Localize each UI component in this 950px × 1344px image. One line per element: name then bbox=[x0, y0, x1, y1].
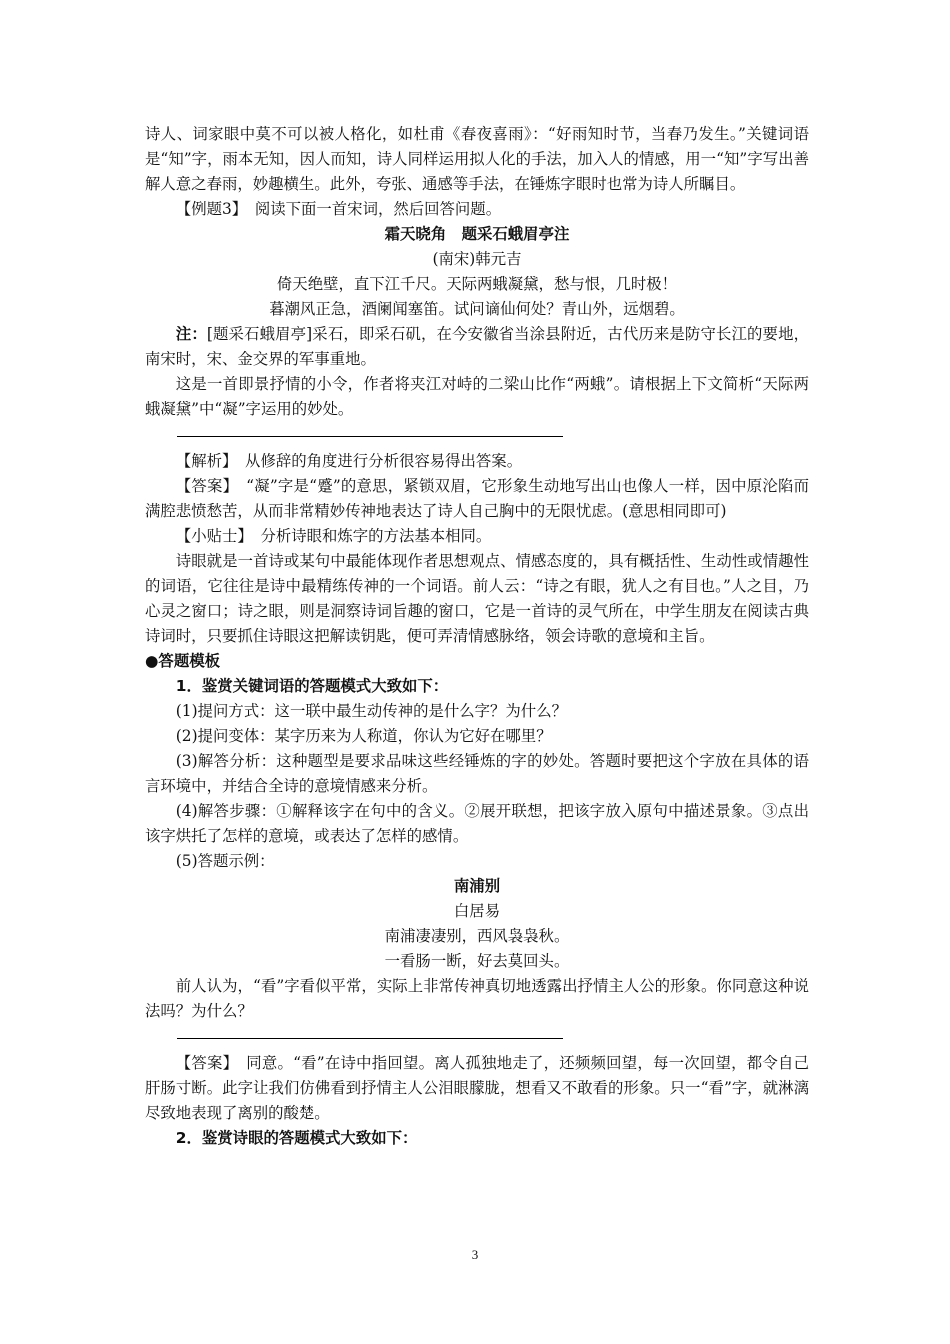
poem2-line-2: 一看肠一断，好去莫回头。 bbox=[384, 952, 570, 970]
poem1-title: 霜天晓角 题采石蛾眉亭注 bbox=[384, 225, 570, 243]
item-2: (2)提问变体：某字历来为人称道，你认为它好在哪里？ bbox=[175, 727, 552, 745]
item-3: (3)解答分析：这种题型是要求品味这些经锤炼的字的妙处。答题时要把这个字放在具体的语言环境中，并结合全诗的意境情感来分析。 bbox=[145, 752, 809, 795]
question-1: 这是一首即景抒情的小令，作者将夹江对峙的二梁山比作“两蛾”。请根据上下文简析“天际两蛾凝黛”中“凝”字运用的妙处。 bbox=[145, 375, 809, 418]
poem1-note bbox=[145, 322, 809, 372]
item-4: (4)解答步骤：①解释该字在句中的含义。②展开联想，把该字放入原句中描述景象。③点出该字烘托了怎样的意境，或表达了怎样的感情。 bbox=[145, 802, 809, 845]
page-number: 3 bbox=[471, 1247, 479, 1262]
answer-2: 【答案】 同意。“看”在诗中指回望。离人孤独地走了，还频频回望，每一次回望，都令自己肝肠寸断。此字让我们仿佛看到抒情主人公泪眼朦胧，想看又不敢看的形象。只一“看”字，就淋漓尽致地表现了离别的酸楚。 bbox=[145, 1054, 809, 1122]
tip: 【小贴士】 分析诗眼和炼字的方法基本相同。 bbox=[175, 527, 492, 545]
paragraph-personification: 诗人、词家眼中莫不可以被人格化，如杜甫《春夜喜雨》：“好雨知时节，当春乃发生。”关键词语是“知”字，雨本无知，因人而知，诗人同样运用拟人化的手法，加入人的情感，用一“知”字写出善解人意之春雨，妙趣横生。此外，夸张、通感等手法，在锤炼字眼时也常为诗人所瞩目。 bbox=[145, 125, 809, 193]
item-5: (5)答题示例： bbox=[175, 852, 275, 870]
poem2-title: 南浦别 bbox=[453, 877, 501, 895]
poem1-line-1: 倚天绝壁，直下江千尺。天际两蛾凝黛，愁与恨，几时极！ bbox=[276, 275, 678, 293]
tip-body: 诗眼就是一首诗或某句中最能体现作者思想观点、情感态度的，具有概括性、生动性或情趣性的词语，它往往是诗中最精练传神的一个词语。前人云：“诗之有眼，犹人之有目也。”人之目，乃心灵之窗口；诗之眼，则是洞察诗词旨趣的窗口，它是一首诗的灵气所在，中学生朋友在阅读古典诗词时，只要抓住诗眼这把解读钥匙，便可弄清情感脉络，领会诗歌的意境和主旨。 bbox=[145, 552, 809, 645]
answer-line-2 bbox=[177, 1038, 563, 1039]
question-2: 前人认为，“看”字看似平常，实际上非常传神真切地透露出抒情主人公的形象。你同意这种说法吗？为什么？ bbox=[145, 977, 809, 1020]
template-heading: ●答题模板 bbox=[145, 652, 220, 670]
note-label: 注： bbox=[175, 325, 207, 343]
answer-line-1 bbox=[177, 436, 563, 437]
example-3-prompt: 【例题3】 阅读下面一首宋词，然后回答问题。 bbox=[175, 200, 502, 218]
poem2-author: 白居易 bbox=[453, 902, 501, 920]
section-2-heading: 2．鉴赏诗眼的答题模式大致如下： bbox=[175, 1129, 418, 1147]
poem2-line-1: 南浦凄凄别，西风袅袅秋。 bbox=[384, 927, 570, 945]
section-1-heading: 1．鉴赏关键词语的答题模式大致如下： bbox=[175, 677, 449, 695]
document-body bbox=[145, 122, 809, 1151]
note-text: [题采石蛾眉亭]采石，即采石矶，在今安徽省当涂县附近，古代历来是防守长江的要地，南宋时，宋、金交界的军事重地。 bbox=[145, 325, 809, 368]
analysis: 【解析】 从修辞的角度进行分析很容易得出答案。 bbox=[175, 452, 523, 470]
answer-1: 【答案】 “凝”字是“蹙”的意思，紧锁双眉，它形象生动地写出山也像人一样，因中原沦陷而满腔悲愤愁苦，从而非常精妙传神地表达了诗人自己胸中的无限忧虑。(意思相同即可) bbox=[145, 477, 809, 520]
poem1-line-2: 暮潮风正急，酒阑闻塞笛。试问谪仙何处？青山外，远烟碧。 bbox=[269, 300, 685, 318]
poem1-author: (南宋)韩元吉 bbox=[432, 250, 522, 268]
item-1: (1)提问方式：这一联中最生动传神的是什么字？为什么？ bbox=[175, 702, 567, 720]
